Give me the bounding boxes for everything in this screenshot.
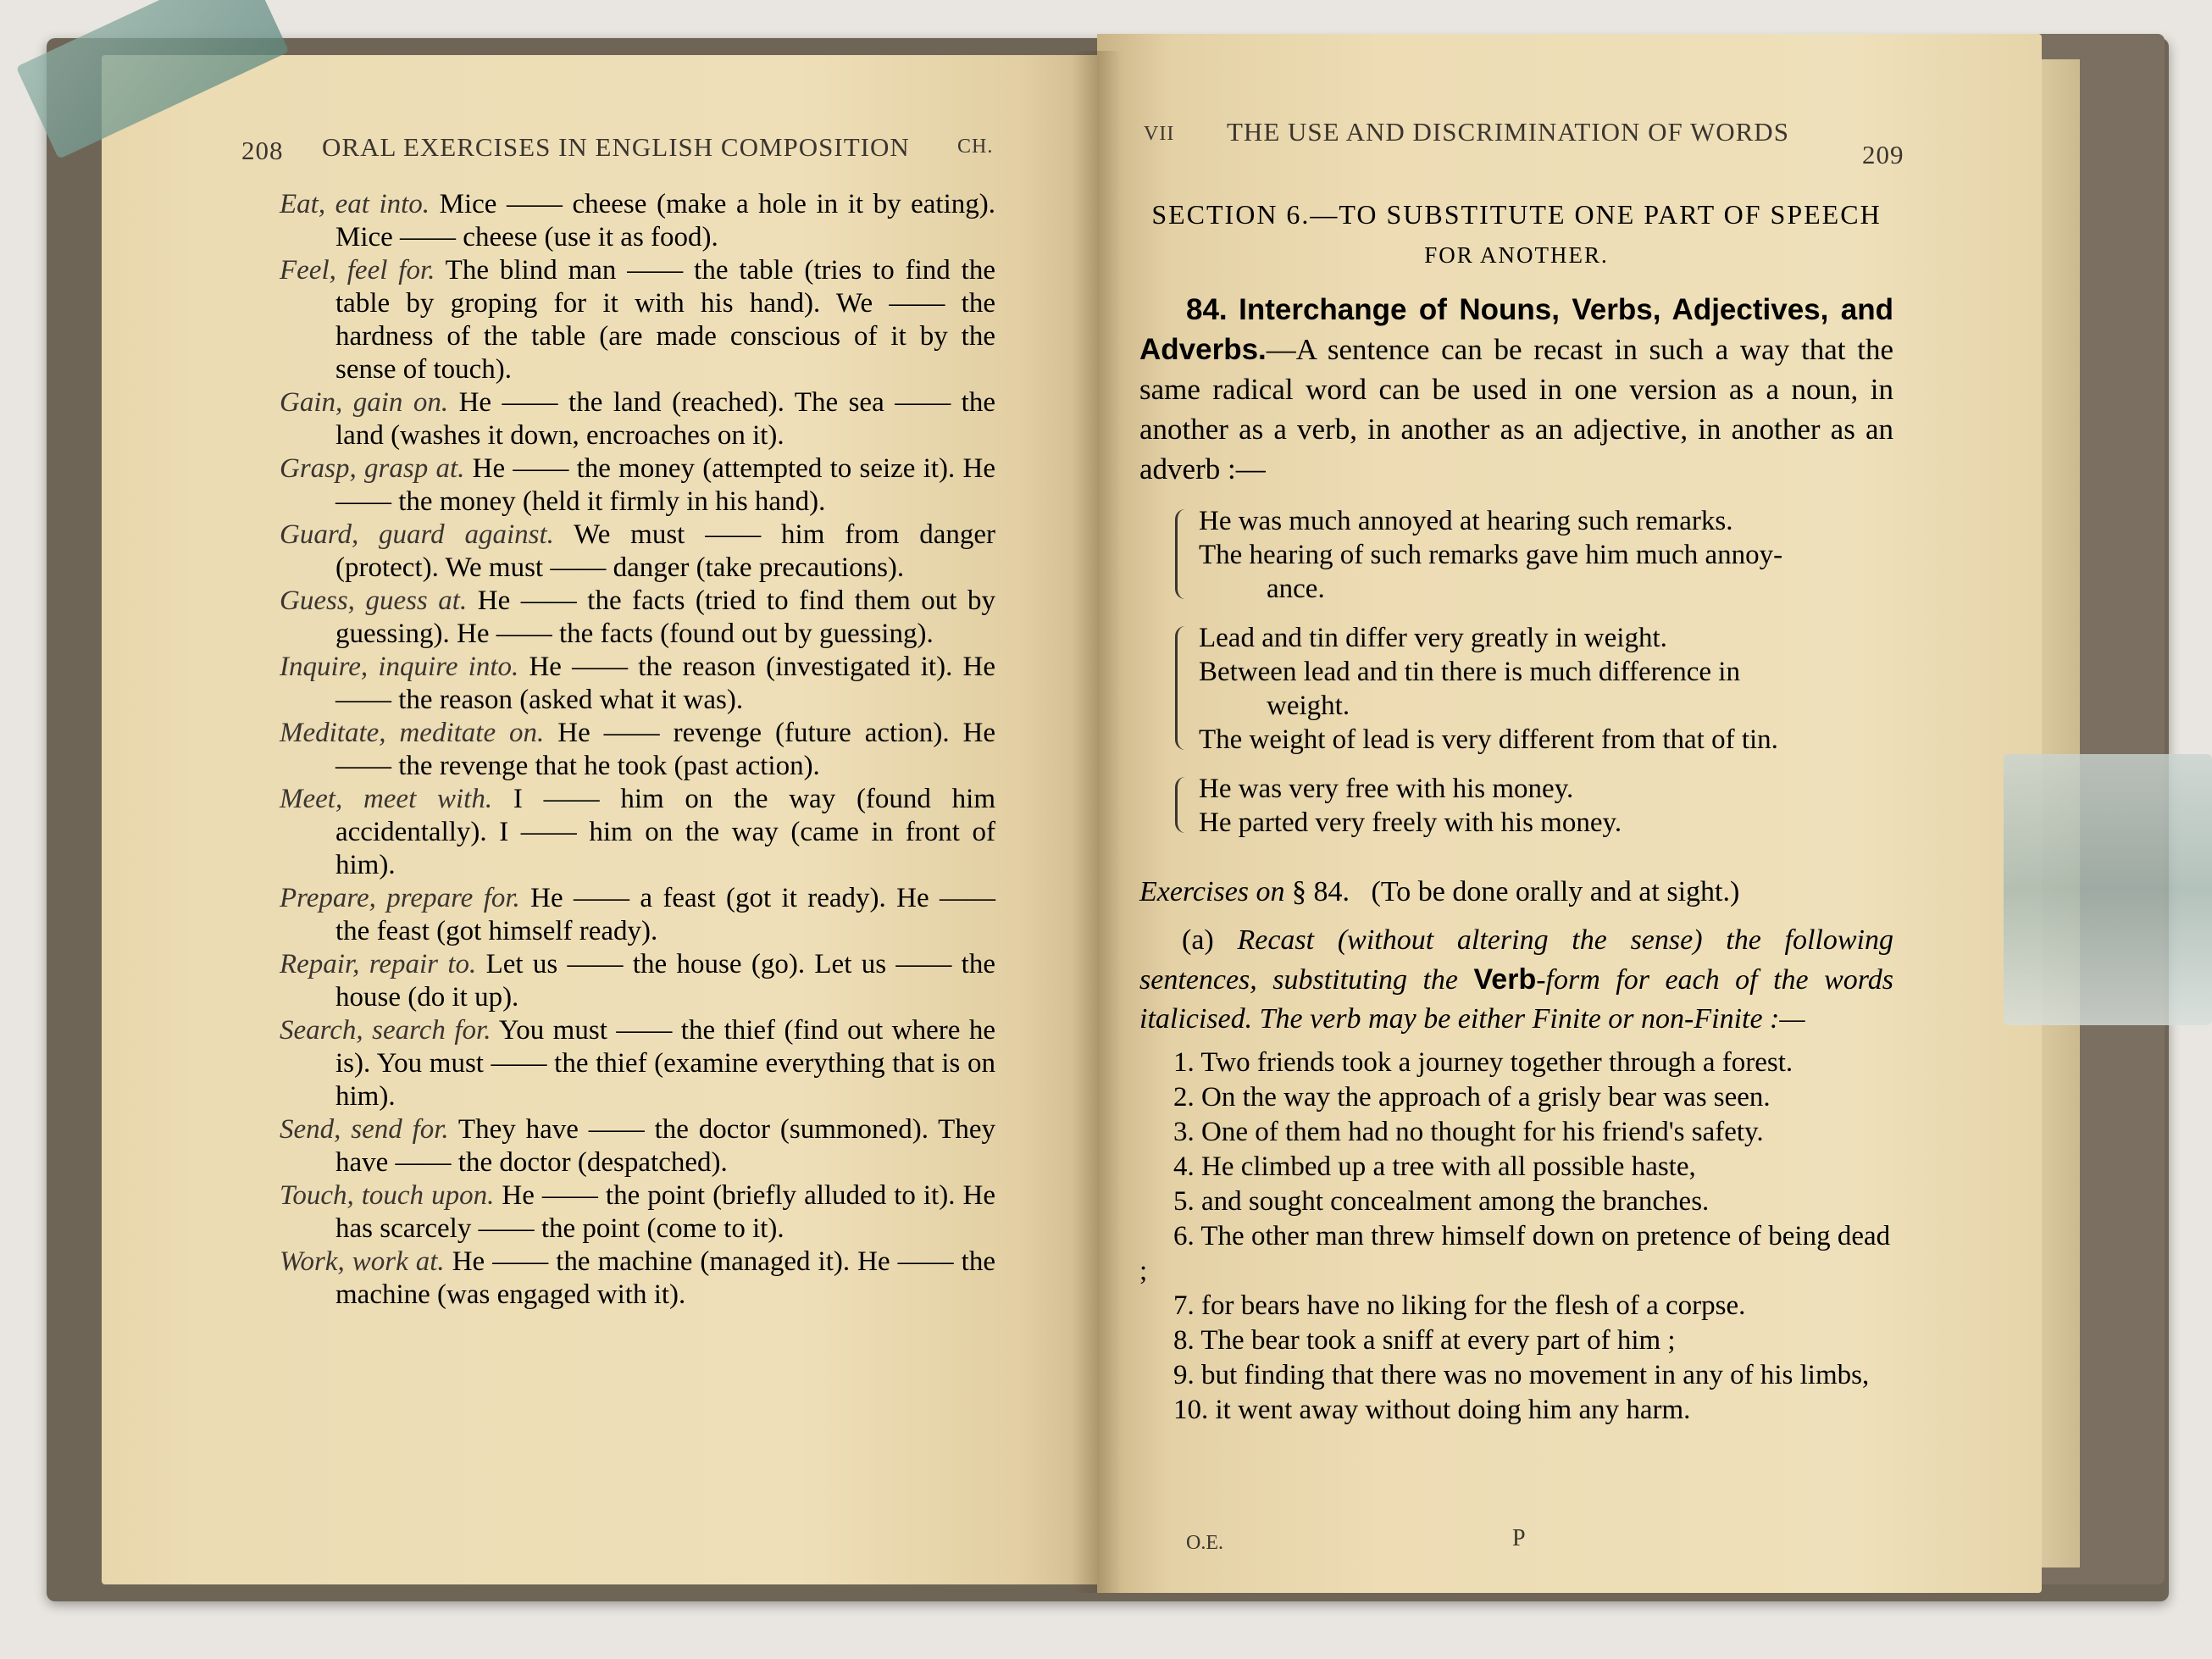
right-body <box>1139 195 1893 1428</box>
exercise-sentence: 6. The other man threw himself down on pretence of being dead ; <box>1139 1221 1891 1286</box>
section-title: SECTION 6.—TO SUBSTITUTE ONE PART OF SPEECH FOR ANOTHER. <box>1151 199 1882 268</box>
right-page-number: 209 <box>1862 140 1904 169</box>
example-group: He was much annoyed at hearing such remarks. The hearing of such remarks gave him much annoy- ance. <box>1139 504 1893 606</box>
example-group: Lead and tin differ very greatly in weight. Between lead and tin there is much difference in weight. The weight of lead is very different from that of tin. <box>1139 621 1893 757</box>
exercise-a-instructions: (a) Recast (without altering the sense) the following sentences, substituting the Verb-form for each of the words italicised. The verb may be either Finite or non-Finite :— <box>1139 924 1893 1035</box>
exercise-sentence: 1. Two friends took a journey together through a forest. <box>1173 1047 1793 1078</box>
entry: Guess, guess at. He —— the facts (tried to find them out by guessing). He —— the facts (found out by guessing). <box>280 585 995 649</box>
exercise-sentence: 7. for bears have no liking for the flesh of a corpse. <box>1173 1290 1746 1321</box>
brace <box>1175 777 1186 833</box>
entry: Repair, repair to. Let us —— the house (go). Let us —— the house (do it up). <box>280 949 996 1013</box>
exercises-heading: Exercises on § 84. (To be done orally and at sight.) <box>1139 876 1740 907</box>
exercise-sentence: 2. On the way the approach of a grisly bear was seen. <box>1173 1082 1771 1112</box>
left-running-head: ORAL EXERCISES IN ENGLISH COMPOSITION <box>322 132 910 162</box>
entry: Send, send for. They have —— the doctor (summoned). They have —— the doctor (despatched). <box>280 1114 995 1178</box>
paragraph-84: 84. Interchange of Nouns, Verbs, Adjectives, and Adverbs.—A sentence can be recast in such a way that the same radical word can be used in one version as a noun, in another as a verb, in another as an adjective, in another as an adverb :— <box>1139 293 1894 485</box>
right-running-head: THE USE AND DISCRIMINATION OF WORDS <box>1227 117 1789 147</box>
entry: Meet, meet with. I —— him on the way (found him accidentally). I —— him on the way (came in front of him). <box>280 784 996 880</box>
entry: Touch, touch upon. He —— the point (briefly alluded to it). He has scarcely —— the point (come to it). <box>280 1180 995 1244</box>
exercise-sentence: 5. and sought concealment among the branches. <box>1173 1186 1710 1217</box>
brace <box>1175 509 1186 599</box>
glass-weight-right <box>2004 754 2212 1025</box>
example-group: He was very free with his money. He parted very freely with his money. <box>1139 772 1893 840</box>
brace <box>1175 626 1186 750</box>
exercise-sentence: 3. One of them had no thought for his friend's safety. <box>1173 1117 1764 1147</box>
left-page-number: 208 <box>241 136 284 165</box>
exercise-sentence: 8. The bear took a sniff at every part of him ; <box>1173 1325 1676 1356</box>
exercise-sentence: 4. He climbed up a tree with all possible haste, <box>1173 1151 1696 1182</box>
entry: Gain, gain on. He —— the land (reached). The sea —— the land (washes it down, encroaches on it). <box>280 387 995 451</box>
left-chapter-mark: CH. <box>957 136 994 158</box>
right-chapter-roman: VII <box>1144 123 1175 145</box>
entry: Inquire, inquire into. He —— the reason (investigated it). He —— the reason (asked what it was). <box>280 652 995 715</box>
footer-left: O.E. <box>1186 1532 1223 1554</box>
entry: Work, work at. He —— the machine (managed it). He —— the machine (was engaged with it). <box>280 1246 995 1310</box>
footer-signature: P <box>1512 1525 1526 1551</box>
entry: Eat, eat into. Mice —— cheese (make a hole in it by eating). Mice —— cheese (use it as food). <box>280 189 995 252</box>
entry: Guard, guard against. We must —— him from danger (protect). We must —— danger (take precautions). <box>280 519 995 583</box>
entry: Search, search for. You must —— the thief (find out where he is). You must —— the thief (examine everything that is on him). <box>280 1015 995 1112</box>
entry: Prepare, prepare for. He —— a feast (got it ready). He —— the feast (got himself ready). <box>280 883 995 946</box>
exercise-sentence: 10. it went away without doing him any harm. <box>1173 1395 1691 1425</box>
exercise-sentence: 9. but finding that there was no movement in any of his limbs, <box>1173 1360 1870 1390</box>
entry: Grasp, grasp at. He —— the money (attempted to seize it). He —— the money (held it firmly in his hand). <box>280 453 996 517</box>
book-gutter <box>1072 51 1123 1593</box>
entry: Feel, feel for. The blind man —— the table (tries to find the table by groping for it with his hand). We —— the hardness of the table (are made conscious of it by the sense of touch). <box>280 255 995 385</box>
left-entries <box>280 188 995 1312</box>
entry: Meditate, meditate on. He —— revenge (future action). He —— the revenge that he took (past action). <box>280 718 996 781</box>
